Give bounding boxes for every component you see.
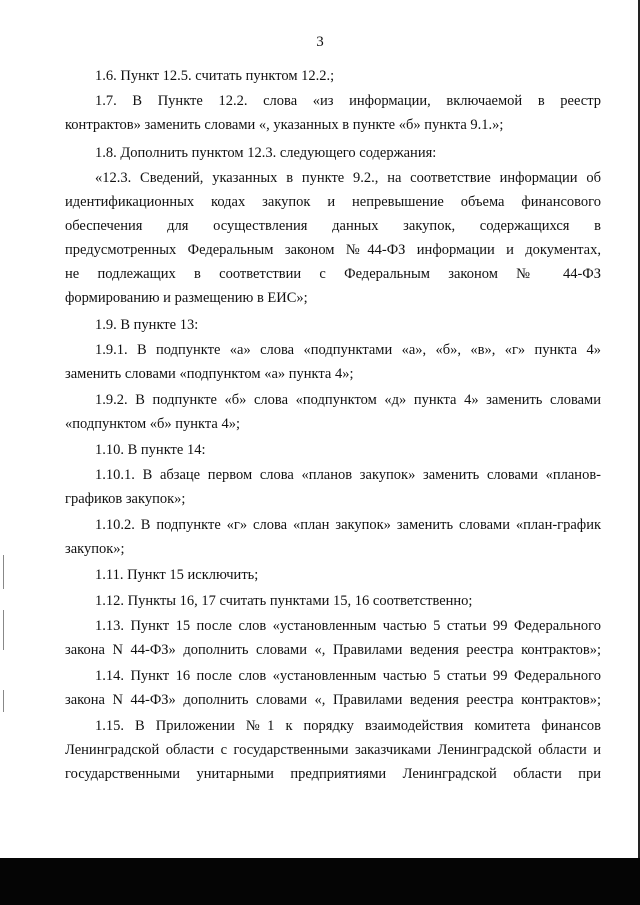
text-line: формированию и размещению в ЕИС»; xyxy=(65,290,308,306)
text-line: заменить словами «подпунктом «а» пункта 4»; xyxy=(65,366,354,382)
text-line: 1.8. Дополнить пунктом 12.3. следующего содержания: xyxy=(95,145,437,161)
text-line: контрактов» заменить словами «, указанных в пункте «б» пункта 9.1.»; xyxy=(65,117,504,133)
text-line: 1.13. Пункт 15 после слов «установленным частью 5 статьи 99 Федерального xyxy=(95,618,601,634)
text-line: 1.9.2. В подпункте «б» слова «подпунктом «д» пункта 4» заменить словами xyxy=(95,392,601,408)
text-line: не подлежащих в соответствии с Федеральным законом № 44-ФЗ xyxy=(65,266,601,282)
text-line: закупок»; xyxy=(65,541,125,557)
text-line: «12.3. Сведений, указанных в пункте 9.2., на соответствие информации об xyxy=(95,170,601,186)
scan-mark xyxy=(3,555,4,589)
text-line: государственными унитарными предприятиями Ленинградской области при xyxy=(65,766,601,782)
text-line: идентификационных кодах закупок и непревышение объема финансового xyxy=(65,194,601,210)
text-line: предусмотренных Федеральным законом №44-ФЗ информации и документах, xyxy=(65,242,601,258)
text-line: 1.9. В пункте 13: xyxy=(95,317,199,333)
text-line: закона N 44-ФЗ» дополнить словами «, Правилами ведения реестра контрактов»; xyxy=(65,692,601,708)
scan-mark xyxy=(3,610,4,650)
text-line: 1.10. В пункте 14: xyxy=(95,442,206,458)
text-line: 1.14. Пункт 16 после слов «установленным частью 5 статьи 99 Федерального xyxy=(95,668,601,684)
page-number: 3 xyxy=(316,34,324,50)
text-line: графиков закупок»; xyxy=(65,491,186,507)
text-line: «подпунктом «б» пункта 4»; xyxy=(65,416,240,432)
text-line: закона N 44-ФЗ» дополнить словами «, Правилами ведения реестра контрактов»; xyxy=(65,642,601,658)
text-line: 1.15. В Приложении №1 к порядку взаимодействия комитета финансов xyxy=(95,718,601,734)
text-line: 1.10.2. В подпункте «г» слова «план закупок» заменить словами «план-график xyxy=(95,517,601,533)
text-line: 1.7. В Пункте 12.2. слова «из информации, включаемой в реестр xyxy=(95,93,601,109)
scan-bottom-bar xyxy=(0,858,640,905)
scan-mark xyxy=(3,690,4,712)
text-line: 1.10.1. В абзаце первом слова «планов закупок» заменить словами «планов- xyxy=(95,467,601,483)
text-line: Ленинградской области с государственными заказчиками Ленинградской области и xyxy=(65,742,601,758)
text-line: 1.6. Пункт 12.5. считать пунктом 12.2.; xyxy=(95,68,335,84)
text-line: 1.9.1. В подпункте «а» слова «подпунктами «а», «б», «в», «г» пункта 4» xyxy=(95,342,601,358)
text-line: обеспечения для осуществления данных закупок, содержащихся в xyxy=(65,218,601,234)
text-line: 1.12. Пункты 16, 17 считать пунктами 15, 16 соответственно; xyxy=(95,593,473,609)
text-line: 1.11. Пункт 15 исключить; xyxy=(95,567,259,583)
